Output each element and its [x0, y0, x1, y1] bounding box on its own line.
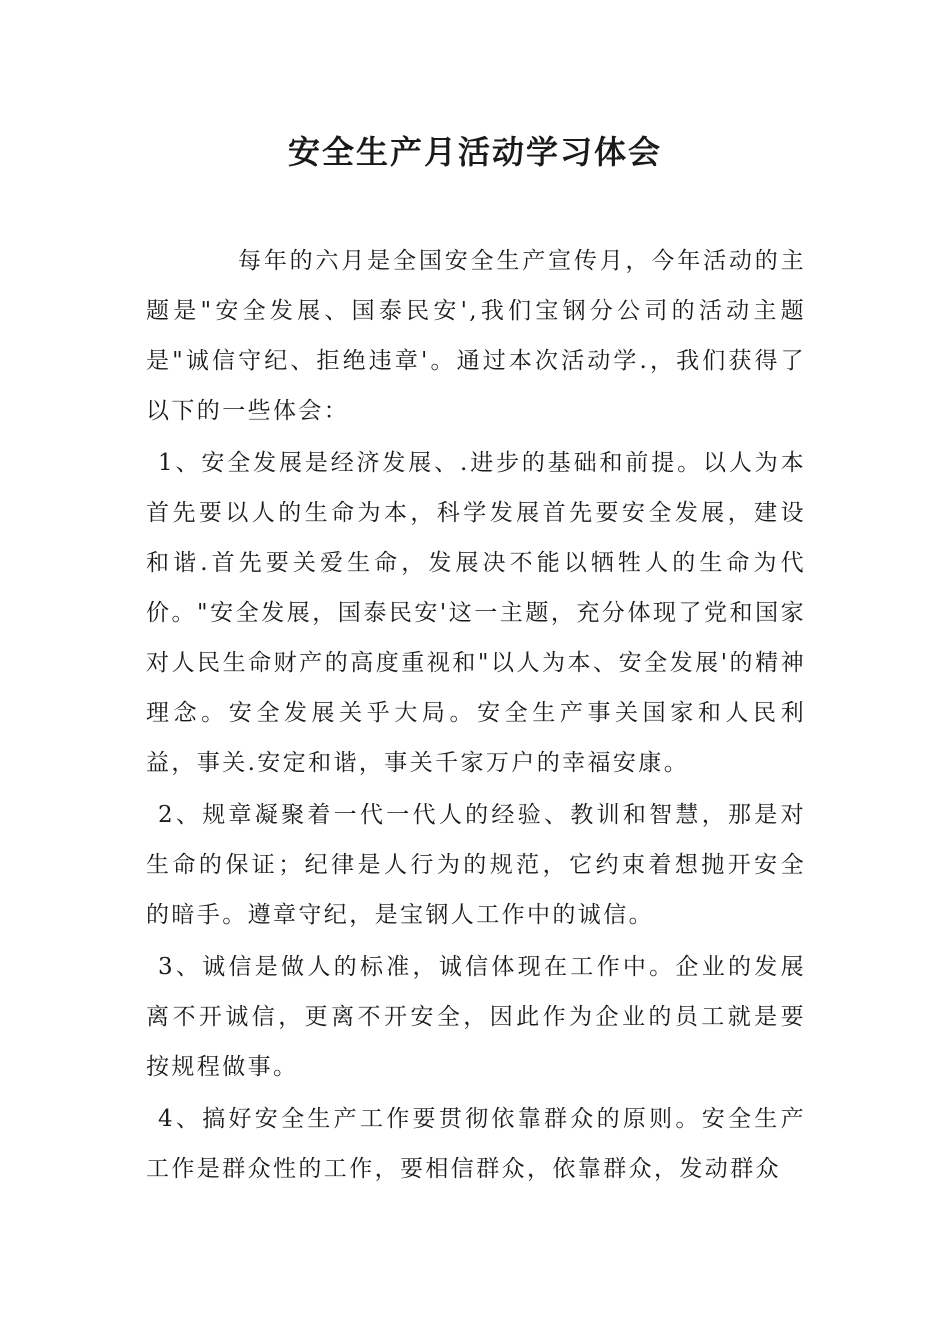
document-body [146, 236, 806, 1194]
paragraph-item-2: 2、规章凝聚着一代一代人的经验、教训和智慧，那是对生命的保证；纪律是人行为的规范，它约束着想抛开安全的暗手。遵章守纪，是宝钢人工作中的诚信。 [146, 802, 806, 928]
paragraph-item-1: 1、安全发展是经济发展、.进步的基础和前提。以人为本首先要以人的生命为本，科学发展首先要安全发展，建设和谐.首先要关爱生命，发展决不能以牺牲人的生命为代价。"安全发展，国泰民安'这一主题，充分体现了党和国家对人民生命财产的高度重视和"以人为本、安全发展'的精神理念。安全发展关乎大局。安全生产事关国家和人民利益，事关.安定和谐，事关千家万户的幸福安康。 [146, 450, 806, 776]
document-title: 安全生产月活动学习体会 [287, 133, 662, 171]
paragraph-item-4: 4、搞好安全生产工作要贯彻依靠群众的原则。安全生产工作是群众性的工作，要相信群众，依靠群众，发动群众 [146, 1106, 806, 1182]
paragraph-item-3: 3、诚信是做人的标准，诚信体现在工作中。企业的发展离不开诚信，更离不开安全，因此作为企业的员工就是要按规程做事。 [146, 954, 806, 1080]
paragraph-intro: 每年的六月是全国安全生产宣传月，今年活动的主题是"安全发展、国泰民安',我们宝钢分公司的活动主题是"诚信守纪、拒绝违章'。通过本次活动学.，我们获得了以下的一些体会： [146, 248, 806, 424]
